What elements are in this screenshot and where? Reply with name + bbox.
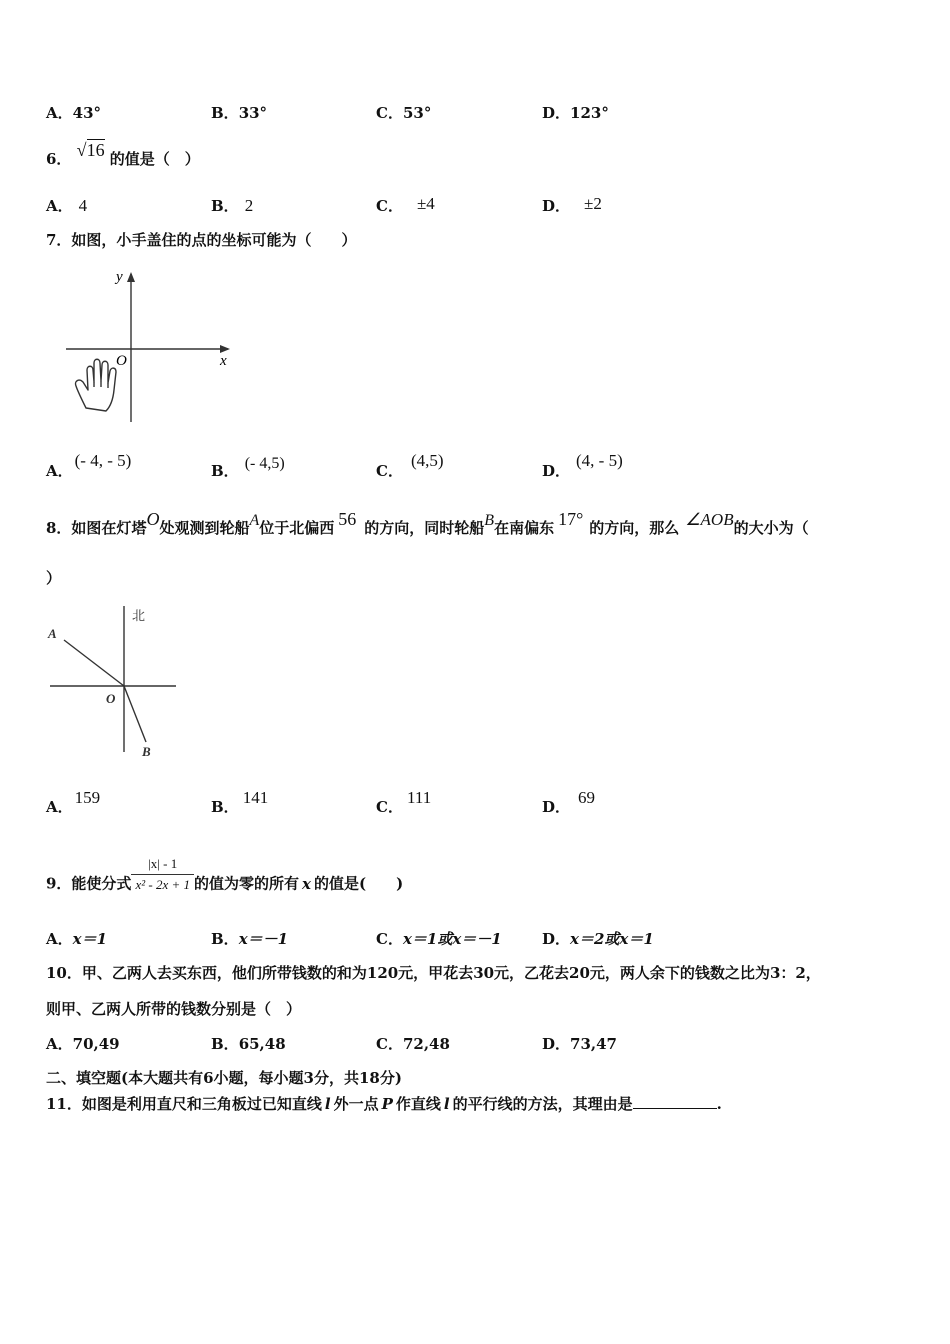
q9-variable: x <box>302 874 311 893</box>
q8-text-2: 处观测到轮船 <box>159 519 250 537</box>
q9-options <box>46 928 926 956</box>
q8-degree-17: 17° <box>558 509 584 529</box>
q8-option-a[interactable]: A． 159 <box>46 788 101 816</box>
q5-option-d[interactable]: D．123° <box>542 104 609 122</box>
q9-option-c[interactable]: C．x＝1或x＝－1 <box>376 930 502 948</box>
q6-option-d[interactable]: D． ±2 <box>542 194 602 215</box>
q9-option-b[interactable]: B．x＝－1 <box>211 930 289 948</box>
y-axis-arrow <box>127 272 135 282</box>
origin-label: O <box>116 353 127 369</box>
x-axis-arrow <box>220 345 230 353</box>
q5-option-b[interactable]: B．33° <box>211 104 268 122</box>
q6-text: 的值是（ ） <box>109 150 200 168</box>
q8-point-a: A <box>249 512 260 529</box>
q8-text-6: 的方向，那么 <box>589 519 680 537</box>
q8-option-b[interactable]: B． 141 <box>211 788 269 816</box>
q5-option-a[interactable]: A．43° <box>46 104 102 122</box>
q7-option-c[interactable]: C．(4,5) <box>376 451 444 480</box>
q9-fraction <box>131 856 194 893</box>
q9-option-a[interactable]: A．x＝1 <box>46 930 108 948</box>
q6-option-c[interactable]: C． ±4 <box>376 194 435 215</box>
hand-icon <box>76 359 116 411</box>
q8-text-1: 8．如图在灯塔 <box>46 519 147 537</box>
q9-denominator: x² - 2x + 1 <box>135 877 190 892</box>
q8-angle-aob: ∠AOB <box>685 510 734 529</box>
sqrt-radicand: 16 <box>86 140 105 160</box>
q11-point-p: P <box>381 1095 393 1113</box>
point-b-label: B <box>142 744 151 759</box>
north-label: 北 <box>132 608 146 623</box>
q11-end: . <box>716 1095 722 1113</box>
y-axis-label: y <box>116 269 123 285</box>
q10-option-c[interactable]: C．72,48 <box>376 1035 450 1053</box>
q10-option-d[interactable]: D．73,47 <box>542 1035 617 1053</box>
q8-degree-56: 56 <box>338 509 357 529</box>
q9-stem <box>46 856 404 903</box>
q8-text-4: 的方向，同时轮船 <box>364 519 485 537</box>
q8-options <box>46 788 926 824</box>
ray-oa <box>64 640 124 686</box>
q8-text-3: 位于北偏西 <box>259 519 335 537</box>
q6-number: 6． <box>46 150 72 168</box>
q6-option-b[interactable]: B． 2 <box>211 196 254 215</box>
q9-text-1: 9．能使分式 <box>46 874 132 893</box>
q7-option-d[interactable]: D．(4, - 5) <box>542 451 623 480</box>
q6-option-a[interactable]: A． 4 <box>46 196 88 215</box>
q8-option-d[interactable]: D． 69 <box>542 788 596 816</box>
q7-option-a[interactable]: A．(- 4, - 5) <box>46 451 132 480</box>
q8-stem-close: ） <box>46 569 62 587</box>
q8-stem <box>46 509 809 538</box>
q8-text-5: 在南偏东 <box>494 519 555 537</box>
q8-point-o: O <box>146 509 160 529</box>
q10-stem-line2: 则甲、乙两人所带的钱数分别是（ ） <box>46 1000 302 1018</box>
q11-text-2: 外一点 <box>333 1095 379 1113</box>
ray-ob <box>124 686 146 742</box>
q7-stem: 7．如图，小手盖住的点的坐标可能为（ ） <box>46 231 357 249</box>
point-o-label: O <box>106 691 116 706</box>
q10-option-a[interactable]: A．70,49 <box>46 1035 120 1053</box>
q8-text-7: 的大小为（ <box>733 519 809 537</box>
q9-numerator: |x| - 1 <box>131 856 194 875</box>
q10-option-b[interactable]: B．65,48 <box>211 1035 286 1053</box>
sqrt-expression: √16 <box>76 140 105 160</box>
x-axis-label: x <box>220 353 227 369</box>
q8-option-c[interactable]: C． 111 <box>376 788 432 816</box>
q7-options <box>46 451 926 482</box>
q9-text-2: 的值为零的所有 <box>194 874 300 893</box>
q10-stem-line1: 10．甲、乙两人去买东西，他们所带钱数的和为120元，甲花去30元，乙花去20元，两人余下的钱数之比为3：2， <box>46 964 821 982</box>
q11-text-3: 作直线 <box>395 1095 441 1113</box>
q11-line-l-2: l <box>443 1095 450 1113</box>
q11-text-4: 的平行线的方法，其理由是 <box>452 1095 633 1113</box>
q11-line-l: l <box>324 1095 331 1113</box>
q9-option-d[interactable]: D．x＝2或x＝1 <box>542 930 654 948</box>
q6-stem <box>46 140 200 169</box>
q6-options <box>46 195 926 223</box>
section-2-title: 二、填空题(本大题共有6小题，每小题3分，共18分) <box>46 1069 402 1087</box>
point-a-label: A <box>48 626 57 641</box>
q9-text-3: 的值是( ) <box>313 874 404 893</box>
q11-text-1: 11．如图是利用直尺和三角板过已知直线 <box>46 1095 322 1113</box>
q5-options <box>46 102 926 130</box>
q8-point-b: B <box>484 512 495 529</box>
q7-coordinate-figure <box>60 262 240 427</box>
q8-bearing-figure <box>40 602 185 762</box>
q11-stem <box>46 1093 722 1114</box>
q10-options <box>46 1033 926 1061</box>
q5-option-c[interactable]: C．53° <box>376 104 432 122</box>
q11-answer-blank[interactable] <box>633 1094 717 1109</box>
q7-option-b[interactable]: B． (- 4,5) <box>211 455 285 480</box>
